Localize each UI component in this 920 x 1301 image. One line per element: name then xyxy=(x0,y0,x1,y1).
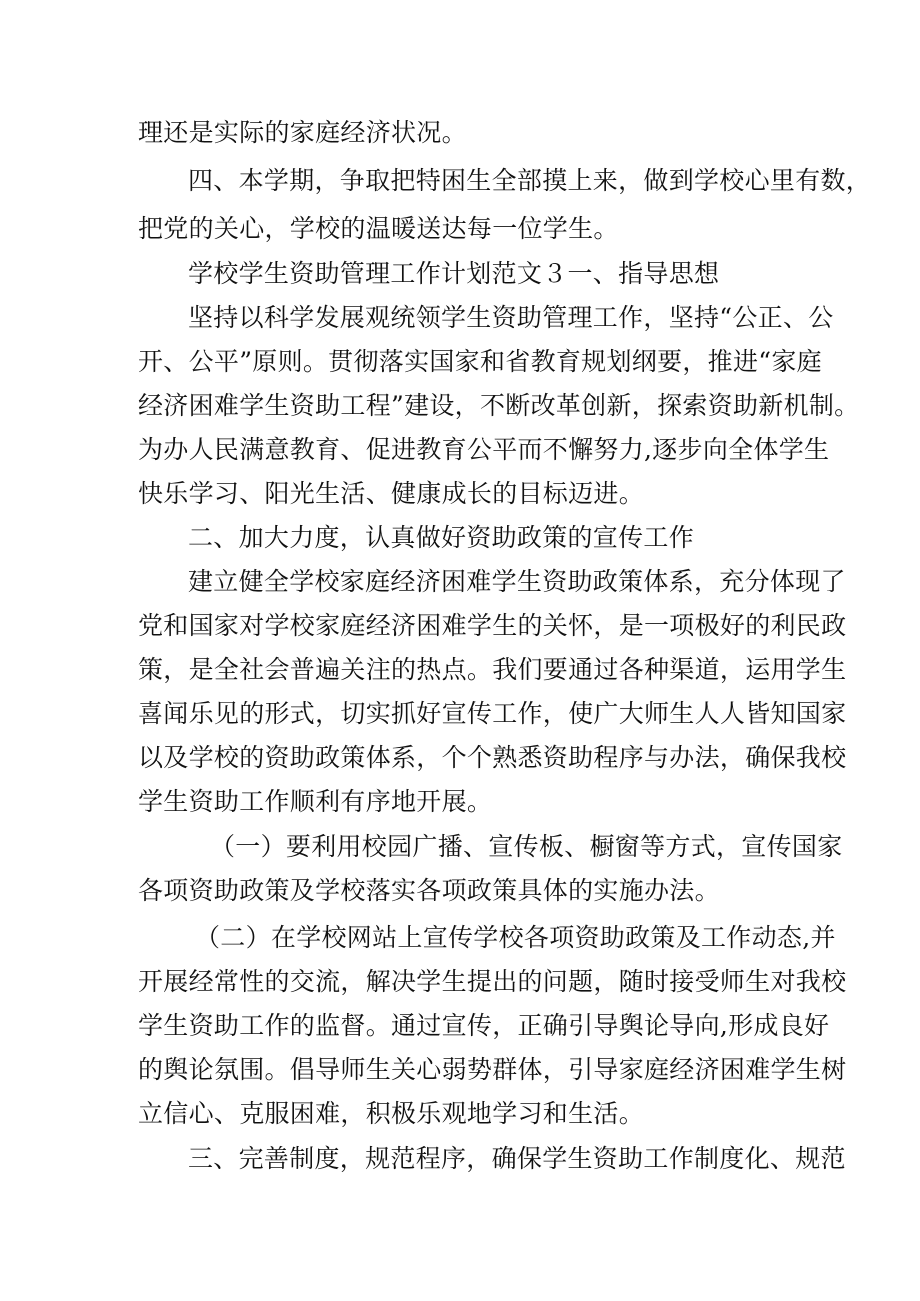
section-heading: 学校学生资助管理工作计划范文３一、指导思想 xyxy=(188,259,720,288)
text-line: 喜闻乐见的形式，切实抓好宣传工作，使广大师生人人皆知国家 xyxy=(138,699,847,728)
text-line: 学生资助工作的监督。通过宣传，正确引导舆论导向,形成良好 xyxy=(138,1011,830,1040)
text-line: 立信心、克服困难，积极乐观地学习和生活。 xyxy=(138,1099,645,1128)
text-line: 理还是实际的家庭经济状况。 xyxy=(138,118,467,147)
section-heading: 三、完善制度，规范程序，确保学生资助工作制度化、规范 xyxy=(188,1144,846,1173)
paragraph-line: （一）要利用校园广播、宣传板、橱窗等方式，宣传国家 xyxy=(210,832,843,861)
text-line: 各项资助政策及学校落实各项政策具体的实施办法。 xyxy=(138,876,720,905)
text-line: 学生资助工作顺利有序地开展。 xyxy=(138,787,493,816)
text-line: 以及学校的资助政策体系，个个熟悉资助程序与办法，确保我校 xyxy=(138,743,847,772)
text-line: 的舆论氛围。倡导师生关心弱势群体，引导家庭经济困难学生树 xyxy=(138,1055,847,1084)
paragraph-line: （二）在学校网站上宣传学校各项资助政策及工作动态,并 xyxy=(195,923,836,952)
text-line: 策，是全社会普遍关注的热点。我们要通过各种渠道，运用学生 xyxy=(138,655,847,684)
paragraph-line: 四、本学期，争取把特困生全部摸上来，做到学校心里有数， xyxy=(188,166,872,195)
text-line: 为办人民满意教育、促进教育公平而不懈努力,逐步向全体学生 xyxy=(138,435,830,464)
paragraph-line: 建立健全学校家庭经济困难学生资助政策体系，充分体现了 xyxy=(188,567,846,596)
section-heading: 二、加大力度，认真做好资助政策的宣传工作 xyxy=(188,523,695,552)
text-line: 把党的关心，学校的温暖送达每一位学生。 xyxy=(138,214,619,243)
text-line: 党和国家对学校家庭经济困难学生的关怀，是一项极好的利民政 xyxy=(138,611,847,640)
text-line: 开展经常性的交流，解决学生提出的问题，随时接受师生对我校 xyxy=(138,967,847,996)
text-line: 快乐学习、阳光生活、健康成长的目标迈进。 xyxy=(138,479,645,508)
text-line: 经济困难学生资助工程”建设，不断改革创新，探索资助新机制。 xyxy=(138,391,860,420)
paragraph-line: 坚持以科学发展观统领学生资助管理工作，坚持“公正、公 xyxy=(188,303,834,332)
text-line: 开、公平”原则。贯彻落实国家和省教育规划纲要，推进“家庭 xyxy=(138,347,822,376)
